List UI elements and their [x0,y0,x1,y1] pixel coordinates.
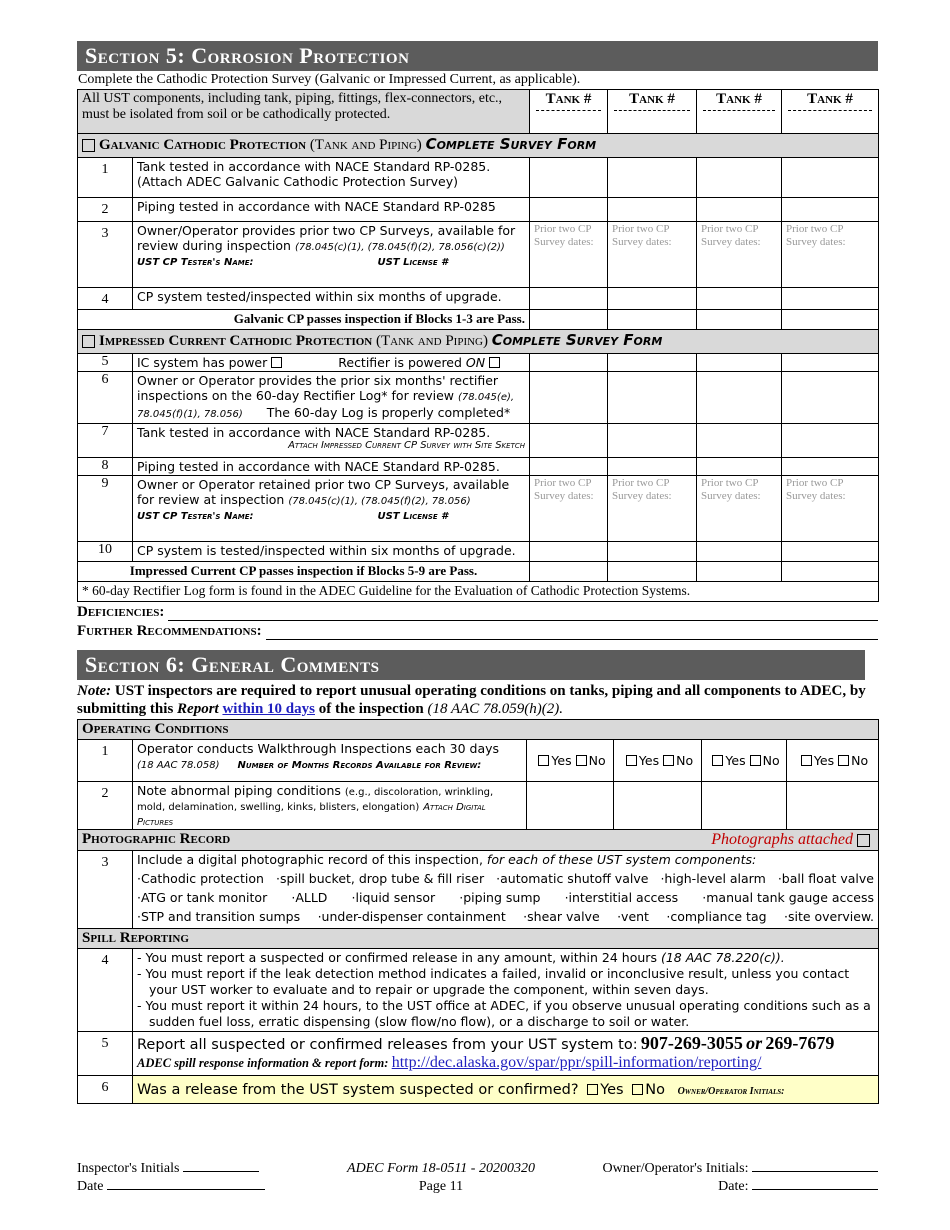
owner-initials[interactable]: Owner/Operator's Initials: [603,1161,878,1177]
owner-date[interactable]: Date: [718,1179,878,1195]
isolation-note: All UST components, including tank, piping, fittings, flex-connectors, etc., must be isolated from soil or be cathodically protected. [78,90,530,134]
tank-cell[interactable] [782,424,879,458]
prior-dates[interactable]: Prior two CP Survey dates: [697,222,782,288]
tank-cell[interactable] [608,424,697,458]
row-num: 2 [78,782,133,830]
tank-header-4: Tank # [782,90,879,134]
tank-cell[interactable] [697,354,782,372]
components-row-2: ·ATG or tank monitor ·ALLD ·liquid sensor ·piping sump ·interstitial access ·manual tank gauge access [137,890,874,905]
row-num: 5 [78,1032,133,1076]
tank-cell[interactable] [614,782,702,830]
impressed-row8-text: Piping tested in accordance with NACE Standard RP-0285. [133,458,530,476]
deficiencies-field[interactable]: Deficiencies: [77,604,878,621]
impressed-checkbox[interactable] [82,335,95,348]
tank-cell[interactable] [530,198,608,222]
tank-cell[interactable] [702,782,787,830]
row-num: 1 [78,158,133,198]
form-number: ADEC Form 18-0511 - 20200320 [347,1161,535,1176]
tank-cell[interactable] [782,458,879,476]
impressed-row10-text: CP system is tested/inspected within six months of upgrade. [133,542,530,562]
tank-cell[interactable] [608,354,697,372]
impressed-heading: Impressed Current Cathodic Protection (Tank and Piping) Complete Survey Form [78,330,879,354]
operating-row1-text: Operator conducts Walkthrough Inspections each 30 days (18 AAC 78.058) Number of Months Records Available for Review: [133,740,527,782]
row-num: 2 [78,198,133,222]
section6-title: Section 6: General Comments [77,650,865,680]
tank-cell[interactable] [530,354,608,372]
tank-cell[interactable] [530,562,608,582]
tank-cell[interactable] [782,562,879,582]
tank-cell[interactable] [530,288,608,310]
yes-no-cell[interactable]: Yes No [702,740,787,782]
galvanic-row3-text: Owner/Operator provides prior two CP Surveys, available for review during inspection (78.045(c)(1), (78.045(f)(2), 78.056(c)(2)) UST CP Tester's Name: UST License # [133,222,530,288]
page-number: Page 11 [418,1179,464,1194]
tank-cell[interactable] [608,562,697,582]
tank-cell[interactable] [608,288,697,310]
section5-intro: Complete the Cathodic Protection Survey (Galvanic or Impressed Current, as applicable). [78,72,581,87]
impressed-pass: Impressed Current CP passes inspection if Blocks 5-9 are Pass. [78,562,530,582]
ic-power-checkbox[interactable] [271,357,282,368]
yes-no-cell[interactable]: Yes No [527,740,614,782]
tank-cell[interactable] [697,542,782,562]
row-num: 7 [78,424,133,458]
tank-cell[interactable] [697,372,782,424]
row-num: 5 [78,354,133,372]
galvanic-row2-text: Piping tested in accordance with NACE Standard RP-0285 [133,198,530,222]
spill-heading: Spill Reporting [78,929,879,949]
tank-cell[interactable] [530,310,608,330]
galvanic-checkbox[interactable] [82,139,95,152]
prior-dates[interactable]: Prior two CP Survey dates: [608,222,697,288]
galvanic-heading: Galvanic Cathodic Protection (Tank and Piping) Complete Survey Form [78,134,879,158]
release-yes-checkbox[interactable] [587,1084,598,1095]
tank-cell[interactable] [782,198,879,222]
row-num: 4 [78,949,133,1032]
spill-row4: - You must report a suspected or confirmed release in any amount, within 24 hours (18 AAC 78.220(c)). - You must report if the leak detection method indicates a failed, invalid or inconclusive result, unless you contact your UST worker to evaluate and to repair or upgrade the component, within seven days. - You must report it within 24 hours, to the UST office at ADEC, if you observe unusual operating conditions such as a sudden fuel loss, erratic dispensing (slow flow/no flow), or a discharge to soil or water. [133,949,879,1032]
impressed-row7-text: Tank tested in accordance with NACE Standard RP-0285. Attach Impressed Current CP Survey with Site Sketch [133,424,530,458]
prior-dates[interactable]: Prior two CP Survey dates: [530,222,608,288]
row-num: 6 [78,372,133,424]
photos-attached-checkbox[interactable] [857,834,870,847]
row-num: 3 [78,851,133,929]
prior-dates[interactable]: Prior two CP Survey dates: [530,476,608,542]
general-comments-table [77,719,879,1104]
section6-note: Note: UST inspectors are required to report unusual operating conditions on tanks, piping and all components to ADEC, by submitting this Report within 10 days of the inspection (18 AAC 78.059(h)(2). [77,683,866,717]
inspector-date[interactable]: Date [77,1179,265,1195]
row-num: 1 [78,740,133,782]
tank-cell[interactable] [608,158,697,198]
yes-no-cell[interactable]: Yes No [614,740,702,782]
prior-dates[interactable]: Prior two CP Survey dates: [782,476,879,542]
section5-title: Section 5: Corrosion Protection [77,41,878,71]
tank-cell[interactable] [697,158,782,198]
prior-dates[interactable]: Prior two CP Survey dates: [608,476,697,542]
tank-cell[interactable] [787,782,879,830]
row-num: 6 [78,1076,133,1104]
tank-cell[interactable] [697,424,782,458]
tank-cell[interactable] [782,288,879,310]
row-num: 8 [78,458,133,476]
tank-cell[interactable] [530,424,608,458]
row-num: 4 [78,288,133,310]
rectifier-on-checkbox[interactable] [489,357,500,368]
spill-report-url[interactable]: http://dec.alaska.gov/spar/ppr/spill-information/reporting/ [391,1054,762,1071]
operating-heading: Operating Conditions [78,720,879,740]
impressed-row5-text: IC system has power Rectifier is powered ON [133,354,530,372]
row-num: 10 [78,542,133,562]
tank-cell[interactable] [608,542,697,562]
components-row-3: ·STP and transition sumps ·under-dispenser containment ·shear valve ·vent ·compliance tag ·site overview. [137,909,874,924]
tank-cell[interactable] [782,372,879,424]
impressed-row9-text: Owner or Operator retained prior two CP Surveys, available for review at inspection (78.045(c)(1), (78.045(f)(2), 78.056) UST CP Tester's Name: UST License # [133,476,530,542]
spill-row5: Report all suspected or confirmed releases from your UST system to: 907-269-3055 or 269-7679 ADEC spill response information & report form: http://dec.alaska.gov/spar/ppr/spill-information/reporting/ [133,1032,879,1076]
tank-cell[interactable] [782,158,879,198]
tank-header-3: Tank # [697,90,782,134]
tank-cell[interactable] [530,372,608,424]
footnote: * 60-day Rectifier Log form is found in the ADEC Guideline for the Evaluation of Cathodic Protection Systems. [78,582,879,602]
tank-cell[interactable] [697,198,782,222]
galvanic-row1-text: Tank tested in accordance with NACE Standard RP-0285. (Attach ADEC Galvanic Cathodic Protection Survey) [133,158,530,198]
photo-heading: Photographic Record Photographs attached [78,830,879,851]
tank-cell[interactable] [530,458,608,476]
tank-cell[interactable] [697,310,782,330]
recommendations-field[interactable]: Further Recommendations: [77,623,878,640]
tank-cell[interactable] [608,198,697,222]
operating-row2-text: Note abnormal piping conditions (e.g., discoloration, wrinkling, mold, delamination, swelling, kinks, blisters, elongation) Attach Digital Pictures [133,782,527,830]
tank-cell[interactable] [782,310,879,330]
tank-cell[interactable] [697,562,782,582]
tank-header-1: Tank # [530,90,608,134]
photo-row3: Include a digital photographic record of this inspection, for each of these UST system components: ·Cathodic protection ·spill bucket, drop tube & fill riser ·automatic shutoff valve ·high-level alarm ·ball float valve ·ATG or tank monitor ·ALLD ·liquid sensor ·piping sump ·interstitial access ·manual tank gauge access ·STP and transition sumps ·under-dispenser containment ·shear valve ·vent ·compliance tag ·site overview. [133,851,879,929]
tank-cell[interactable] [608,310,697,330]
within-10-days-link[interactable]: within 10 days [222,701,315,717]
components-row-1: ·Cathodic protection ·spill bucket, drop tube & fill riser ·automatic shutoff valve ·high-level alarm ·ball float valve [137,871,874,886]
inspector-initials[interactable]: Inspector's Initials [77,1161,259,1177]
row-num: 9 [78,476,133,542]
tank-cell[interactable] [697,288,782,310]
tank-cell[interactable] [608,458,697,476]
page [77,41,878,1104]
galvanic-row4-text: CP system tested/inspected within six months of upgrade. [133,288,530,310]
tank-cell[interactable] [530,542,608,562]
tank-header-2: Tank # [608,90,697,134]
yes-no-cell[interactable]: Yes No [787,740,879,782]
tank-cell[interactable] [697,458,782,476]
tank-cell[interactable] [608,372,697,424]
tank-cell[interactable] [527,782,614,830]
row-num: 3 [78,222,133,288]
spill-row6: Was a release from the UST system suspected or confirmed? Yes No Owner/Operator Initials: [133,1076,879,1104]
prior-dates[interactable]: Prior two CP Survey dates: [697,476,782,542]
impressed-row6-text: Owner or Operator provides the prior six months' rectifier inspections on the 60-day Rectifier Log* for review (78.045(e), 78.045(f)(1), 78.056) The 60-day Log is properly completed* [133,372,530,424]
prior-dates[interactable]: Prior two CP Survey dates: [782,222,879,288]
tank-cell[interactable] [782,542,879,562]
tank-cell[interactable] [782,354,879,372]
galvanic-pass: Galvanic CP passes inspection if Blocks 1-3 are Pass. [78,310,530,330]
cp-survey-table [77,89,879,602]
tank-cell[interactable] [530,158,608,198]
release-no-checkbox[interactable] [632,1084,643,1095]
